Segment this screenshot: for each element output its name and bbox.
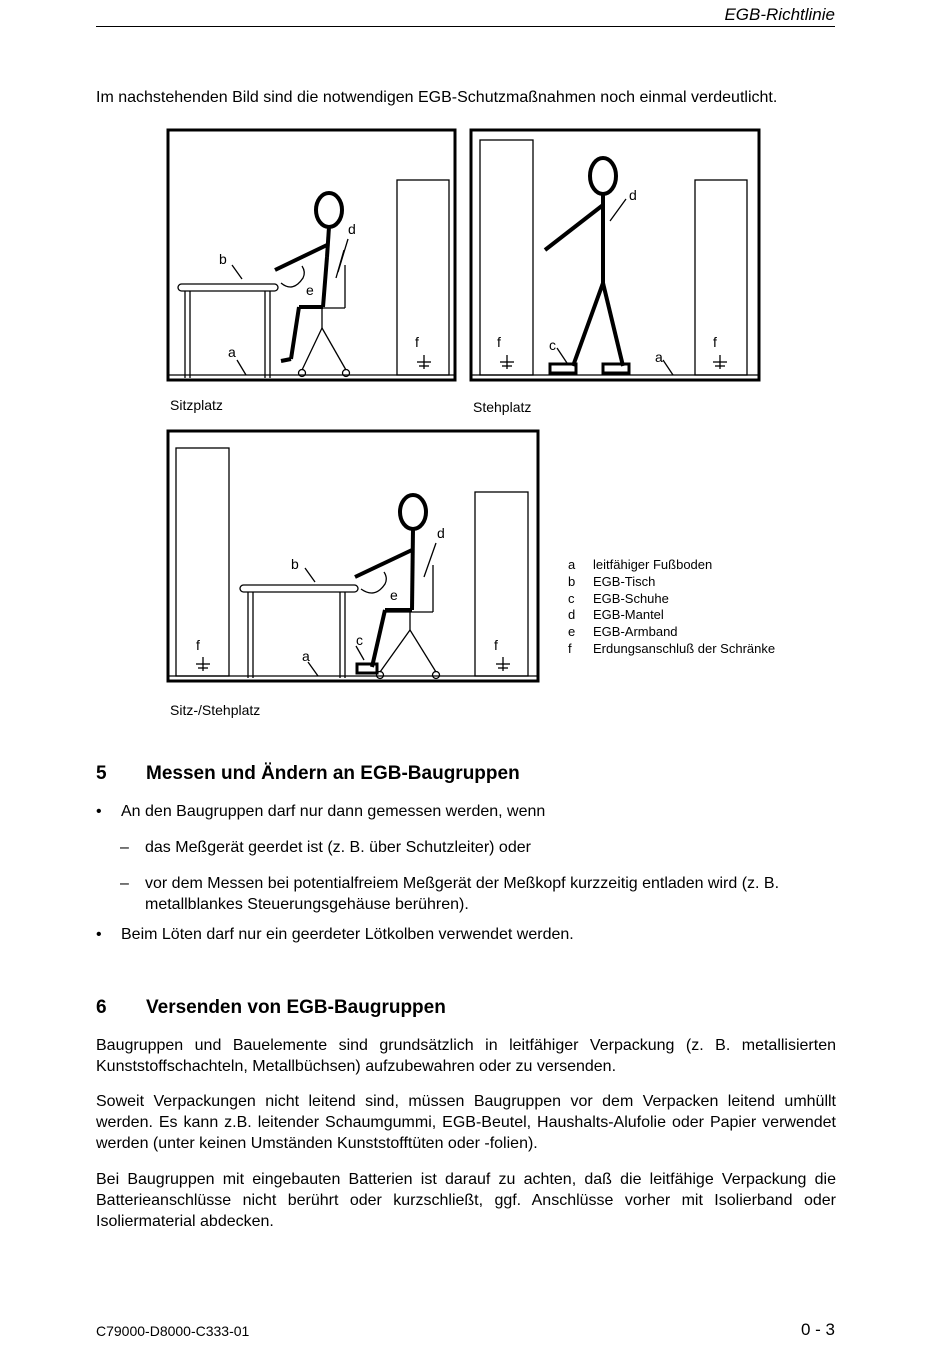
page-number: 0 - 3 [800,1320,835,1339]
wrist-strap [361,572,386,593]
caption-stehplatz: Stehplatz [473,399,532,415]
label-e: e [390,587,398,603]
caption-sitzplatz: Sitzplatz [170,397,223,413]
ground-icon [417,355,431,369]
shoe [357,664,377,673]
legend-row: b EGB-Tisch [568,573,656,589]
label-f: f [494,637,498,653]
label-d: d [437,525,445,541]
coat-line [610,199,626,221]
paragraph: Baugruppen und Bauelemente sind grundsätzlich in leitfähiger Verpackung (z. B. metallisierten Kunststoffschachteln, Metallbüchsen) aufzubewahren oder zu versenden. [96,1037,836,1075]
dash-item: – das Meßgerät geerdet ist (z. B. über Schutzleiter) oder [120,839,531,856]
ground-icon [713,355,727,369]
cabinet [480,140,533,375]
table [178,284,278,378]
legend-row: f Erdungsanschluß der Schränke [568,640,776,656]
label-b: b [219,251,227,267]
caption-sitz-stehplatz: Sitz-/Stehplatz [170,702,261,718]
bullet-item: • An den Baugruppen darf nur dann gemessen werden, wenn [96,803,546,820]
label-d: d [629,187,637,203]
doc-number: C79000-D8000-C333-01 [96,1323,250,1339]
label-f: f [415,334,419,350]
shoe [550,364,576,373]
label-d: d [348,221,356,237]
legend-row: a leitfähiger Fußboden [568,557,713,572]
table [240,585,358,678]
panel-sitzplatz [168,130,455,380]
label-a: a [655,349,663,365]
cabinet [176,448,229,676]
figure-legend [568,557,775,658]
seated-person [275,193,342,361]
section-6-heading: 6 Versenden von EGB-Baugruppen [96,997,446,1018]
coat-line [424,543,436,577]
cabinet [695,180,747,375]
header-title: EGB-Richtlinie [724,5,835,24]
label-f: f [713,334,717,350]
cabinet [397,180,449,375]
section-5-heading: 5 Messen und Ändern an EGB-Baugruppen [96,763,520,784]
seated-person [355,495,426,667]
label-f: f [497,334,501,350]
legend-row: c EGB-Schuhe [568,590,669,606]
wrist-strap [281,266,304,287]
legend-row: d EGB-Mantel [568,607,664,623]
legend-row: e EGB-Armband [568,624,678,640]
label-a: a [228,344,236,360]
label-e: e [306,282,314,298]
intro-text: Im nachstehenden Bild sind die notwendigen EGB-Schutzmaßnahmen noch einmal verdeutlicht. [96,89,778,106]
paragraph: Soweit Verpackungen nicht leitend sind, müssen Baugruppen vor dem Verpacken leitend umhüllt werden. Es kann z.B. leitender Schaumgummi, EGB-Beutel, Haushalts-Alufolie oder Papier verwendet werden (unter keinen Umständen Kunststofftüten oder -folien). [96,1093,836,1152]
bullet-item: • Beim Löten darf nur ein geerdeter Lötkolben verwendet werden. [96,926,574,943]
shoe [603,364,629,373]
paragraph: Bei Baugruppen mit eingebauten Batterien ist darauf zu achten, daß die leitfähige Verpackung die Batterieanschlüsse nicht berührt oder kurzschließt, ggf. Anschlüsse vorher mit Isolierband oder Isoliermaterial abdecken. [96,1171,836,1230]
label-a: a [302,648,310,664]
ground-icon [500,355,514,369]
label-b: b [291,556,299,572]
label-f: f [196,637,200,653]
ground-icon [196,657,210,671]
standing-person [545,158,623,366]
coat-line [336,250,344,278]
label-c: c [356,632,363,648]
cabinet [475,492,528,676]
dash-item: – vor dem Messen bei potentialfreiem Meßgerät der Meßkopf kurzzeitig entladen wird (z. B. metallblankes Steuerungsgehäuse berühren). [120,875,780,913]
ground-icon [496,657,510,671]
label-c: c [549,337,556,353]
panel-sitz-stehplatz [168,431,538,681]
